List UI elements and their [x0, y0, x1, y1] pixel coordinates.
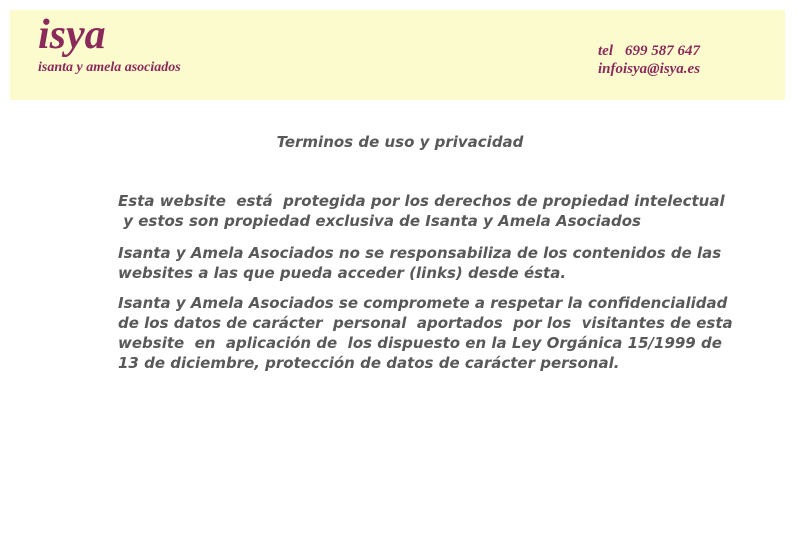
page-title: Terminos de uso y privacidad: [276, 133, 524, 151]
paragraph-line: websites a las que pueda acceder (links) desde ésta.: [118, 264, 567, 282]
email-address: infoisya@isya.es: [598, 61, 701, 77]
paragraph-line: Isanta y Amela Asociados no se responsabiliza de los contenidos de las: [118, 244, 722, 262]
paragraph-line: website en aplicación de los dispuesto en la Ley Orgánica 15/1999 de: [118, 334, 722, 352]
paragraph-line: 13 de diciembre, protección de datos de carácter personal.: [118, 354, 620, 372]
paragraph-links-disclaimer: [118, 243, 721, 283]
brand-logo: isya: [38, 12, 106, 58]
paragraph-intellectual-property: [118, 191, 725, 231]
brand-tagline: isanta y amela asociados: [38, 60, 181, 75]
phone-number: 699 587 647: [625, 43, 700, 59]
header-band: [10, 10, 785, 100]
paragraph-line: y estos son propiedad exclusiva de Isanta y Amela Asociados: [118, 212, 641, 230]
phone-row: [598, 42, 700, 60]
phone-label: tel: [598, 43, 613, 59]
paragraph-line: de los datos de carácter personal aportados por los visitantes de esta: [118, 314, 733, 332]
paragraph-line: Isanta y Amela Asociados se compromete a respetar la confidencialidad: [118, 294, 728, 312]
contact-block: [598, 42, 700, 78]
paragraph-line: Esta website está protegida por los derechos de propiedad intelectual: [118, 192, 725, 210]
paragraph-data-protection: [118, 293, 733, 373]
